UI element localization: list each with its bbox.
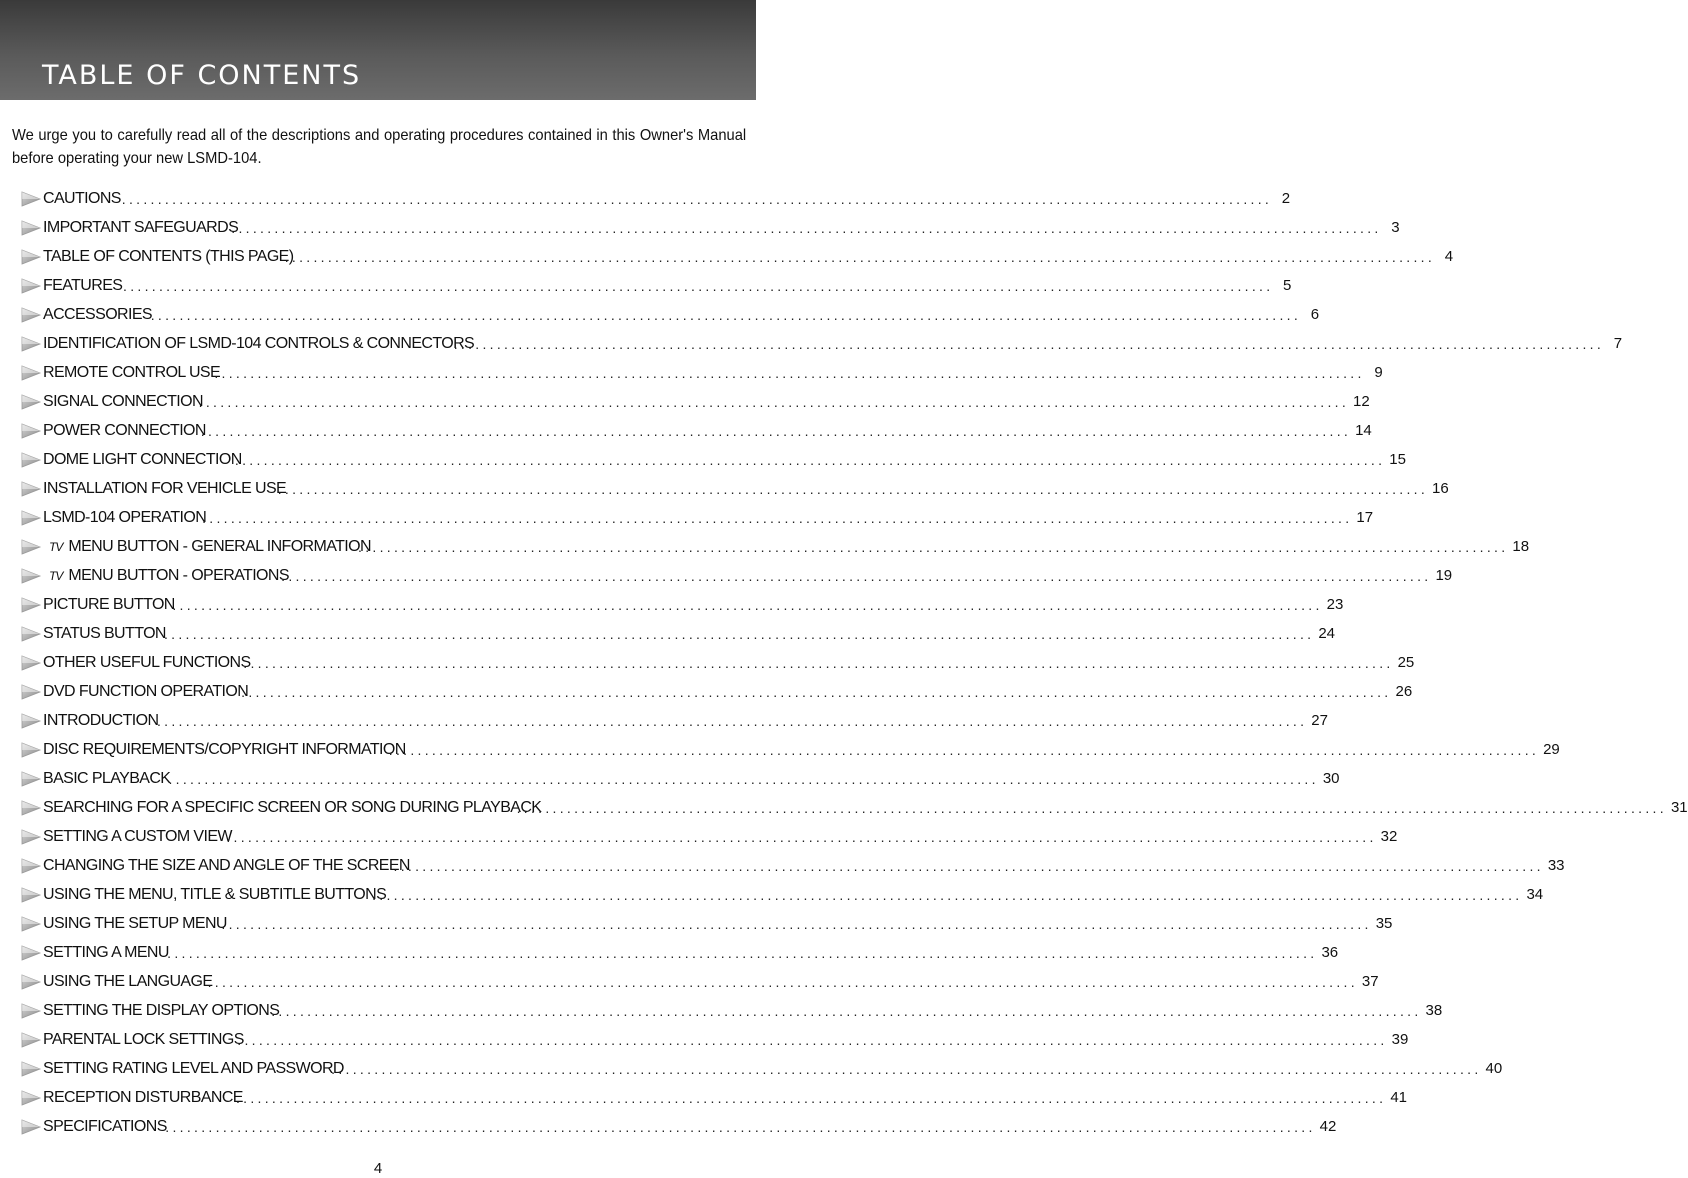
toc-entry-page: 19 xyxy=(1435,567,1453,584)
page-title: TABLE OF CONTENTS xyxy=(42,60,362,91)
dot-leader: ................................................................................................................................................................ xyxy=(358,538,1509,555)
toc-entry-label: SPECIFICATIONS xyxy=(43,1117,167,1135)
dot-leader: ................................................................................................................................................................ xyxy=(168,770,1319,787)
toc-entry[interactable] xyxy=(20,445,1406,474)
triangle-bullet-icon xyxy=(20,364,42,382)
toc-entry-page: 35 xyxy=(1375,915,1393,932)
dot-leader: ................................................................................................................................................................ xyxy=(226,828,1377,845)
triangle-bullet-icon xyxy=(20,915,42,933)
triangle-bullet-icon xyxy=(20,480,42,498)
toc-entry-page: 23 xyxy=(1326,596,1344,613)
triangle-bullet-icon xyxy=(20,335,42,353)
dot-leader: ................................................................................................................................................................ xyxy=(123,277,1274,294)
dot-leader: ................................................................................................................................................................ xyxy=(516,799,1667,816)
toc-entry-page: 41 xyxy=(1390,1089,1407,1106)
triangle-bullet-icon xyxy=(20,799,42,817)
toc-entry-label: USING THE LANGUAGE xyxy=(43,972,213,990)
toc-entry-label: PICTURE BUTTON xyxy=(43,595,175,613)
toc-entry-page: 12 xyxy=(1353,393,1370,410)
toc-entry-page: 3 xyxy=(1391,219,1400,236)
toc-entry-label: SETTING THE DISPLAY OPTIONS xyxy=(43,1001,280,1019)
toc-entry[interactable] xyxy=(20,764,1340,793)
triangle-bullet-icon xyxy=(20,219,42,237)
toc-entry[interactable] xyxy=(20,590,1344,619)
triangle-bullet-icon xyxy=(20,277,42,295)
triangle-bullet-icon xyxy=(20,190,42,208)
toc-entry[interactable] xyxy=(20,474,1449,503)
dot-leader: ................................................................................................................................................................ xyxy=(271,1002,1422,1019)
triangle-bullet-icon xyxy=(20,1031,42,1049)
dot-leader: ................................................................................................................................................................ xyxy=(453,335,1605,352)
triangle-bullet-icon xyxy=(20,1002,42,1020)
toc-entry-page: 7 xyxy=(1613,335,1623,352)
triangle-bullet-icon xyxy=(20,1118,42,1136)
toc-entry-page: 15 xyxy=(1389,451,1406,468)
toc-entry-page: 31 xyxy=(1670,799,1688,816)
toc-entry[interactable] xyxy=(20,851,1565,880)
toc-entry[interactable] xyxy=(20,503,1374,532)
toc-entry[interactable] xyxy=(20,416,1372,445)
toc-entry[interactable] xyxy=(20,358,1383,387)
toc-entry-page: 17 xyxy=(1356,509,1374,526)
dot-leader: ................................................................................................................................................................ xyxy=(281,567,1432,584)
dot-leader: ................................................................................................................................................................ xyxy=(221,915,1372,932)
toc-entry[interactable] xyxy=(20,300,1320,329)
toc-entry[interactable] xyxy=(20,387,1370,416)
dot-leader: ................................................................................................................................................................ xyxy=(121,190,1273,207)
toc-entry-label: MENU BUTTON - GENERAL INFORMATION xyxy=(68,537,371,555)
dot-leader: ................................................................................................................................................................ xyxy=(331,1060,1482,1077)
toc-entry-page: 2 xyxy=(1281,190,1291,207)
toc-entry-page: 26 xyxy=(1395,683,1413,700)
triangle-bullet-icon xyxy=(20,451,42,469)
toc-entry-label: USING THE SETUP MENU xyxy=(43,914,227,932)
toc-entry-label: DOME LIGHT CONNECTION xyxy=(43,450,242,468)
toc-entry-label: SEARCHING FOR A SPECIFIC SCREEN OR SONG DURING PLAYBACK xyxy=(43,798,542,816)
toc-entry[interactable] xyxy=(20,242,1454,271)
toc-entry[interactable] xyxy=(20,996,1443,1025)
toc-entry-label: SETTING RATING LEVEL AND PASSWORD xyxy=(43,1059,344,1077)
toc-entry-label: SETTING A CUSTOM VIEW xyxy=(43,827,232,845)
toc-entry-label: IDENTIFICATION OF LSMD-104 CONTROLS & CONNECTORS xyxy=(43,334,475,352)
toc-entry-page: 29 xyxy=(1543,741,1560,758)
toc-entry[interactable] xyxy=(20,909,1393,938)
toc-entry-page: 38 xyxy=(1425,1002,1443,1019)
toc-entry-label: CAUTIONS xyxy=(43,189,121,207)
triangle-bullet-icon xyxy=(20,625,42,643)
dot-leader: ................................................................................................................................................................ xyxy=(231,219,1382,236)
toc-entry-label: OTHER USEFUL FUNCTIONS xyxy=(43,653,251,671)
toc-entry-label: RECEPTION DISTURBANCE xyxy=(43,1088,243,1106)
toc-entry-page: 16 xyxy=(1432,480,1449,497)
toc-entry-page: 25 xyxy=(1397,654,1415,671)
toc-entry-label: BASIC PLAYBACK xyxy=(43,769,171,787)
dot-leader: ................................................................................................................................................................ xyxy=(214,364,1365,381)
triangle-bullet-icon xyxy=(20,828,42,846)
dot-leader: ................................................................................................................................................................ xyxy=(202,509,1353,526)
triangle-bullet-icon xyxy=(20,393,42,411)
toc-entry[interactable] xyxy=(20,1083,1407,1112)
toc-entry-label: POWER CONNECTION xyxy=(43,421,206,439)
toc-entry-page: 34 xyxy=(1526,886,1544,903)
toc-entry-page: 30 xyxy=(1322,770,1340,787)
toc-entry-label: STATUS BUTTON xyxy=(43,624,166,642)
toc-entry[interactable] xyxy=(20,822,1398,851)
intro-paragraph: We urge you to carefully read all of the descriptions and operating procedures contained in this Owner's Manual before operating your new LSMD-104. xyxy=(12,127,747,167)
toc-entry-label: INTRODUCTION xyxy=(43,711,159,729)
dot-leader: ................................................................................................................................................................ xyxy=(234,451,1386,468)
toc-entry-label: LSMD-104 OPERATION xyxy=(43,508,207,526)
triangle-bullet-icon xyxy=(20,596,42,614)
dot-leader: ................................................................................................................................................................ xyxy=(150,306,1302,323)
toc-entry-label: REMOTE CONTROL USE xyxy=(43,363,221,381)
toc-entry[interactable] xyxy=(20,561,1453,590)
toc-entry[interactable] xyxy=(20,1025,1409,1054)
toc-entry[interactable] xyxy=(20,1112,1337,1141)
toc-entry-label: IMPORTANT SAFEGUARDS xyxy=(43,218,239,236)
dot-leader: ................................................................................................................................................................ xyxy=(237,1031,1388,1048)
toc-entry-page: 18 xyxy=(1512,538,1530,555)
dot-leader: ................................................................................................................................................................ xyxy=(207,973,1358,990)
toc-entry-page: 36 xyxy=(1321,944,1339,961)
dot-leader: ................................................................................................................................................................ xyxy=(243,654,1394,671)
toc-entry-label: USING THE MENU, TITLE & SUBTITLE BUTTONS xyxy=(43,885,387,903)
toc-entry-page: 9 xyxy=(1374,364,1383,381)
triangle-bullet-icon xyxy=(20,741,42,759)
dot-leader: ................................................................................................................................................................ xyxy=(393,857,1544,874)
toc-entry-label: DVD FUNCTION OPERATION xyxy=(43,682,249,700)
toc-entry-label: ACCESSORIES xyxy=(43,305,152,323)
triangle-bullet-icon xyxy=(20,683,42,701)
toc-entry-page: 14 xyxy=(1355,422,1372,439)
toc-entry-label: INSTALLATION FOR VEHICLE USE xyxy=(43,479,287,497)
toc-entry-page: 39 xyxy=(1391,1031,1409,1048)
dot-leader: ................................................................................................................................................................ xyxy=(156,712,1308,729)
toc-entry-label: SIGNAL CONNECTION xyxy=(43,392,203,410)
triangle-bullet-icon xyxy=(20,567,42,585)
toc-entry[interactable] xyxy=(20,938,1339,967)
toc-entry-page: 6 xyxy=(1310,306,1320,323)
toc-entry[interactable] xyxy=(20,677,1413,706)
dot-leader: ................................................................................................................................................................ xyxy=(388,741,1540,758)
toc-entry[interactable] xyxy=(20,967,1379,996)
toc-entry[interactable] xyxy=(20,1054,1503,1083)
toc-entry[interactable] xyxy=(20,271,1292,300)
toc-entry[interactable] xyxy=(20,619,1336,648)
triangle-bullet-icon xyxy=(20,1060,42,1078)
toc-entry[interactable] xyxy=(20,735,1560,764)
dot-leader: ................................................................................................................................................................ xyxy=(198,393,1350,410)
toc-entry-page: 33 xyxy=(1547,857,1565,874)
dot-leader: ................................................................................................................................................................ xyxy=(284,248,1436,265)
toc-entry-page: 37 xyxy=(1361,973,1379,990)
toc-entry-label: TABLE OF CONTENTS (THIS PAGE) xyxy=(43,247,294,265)
toc-entry[interactable] xyxy=(20,184,1291,213)
toc-entry-page: 24 xyxy=(1318,625,1336,642)
toc-entry[interactable] xyxy=(20,880,1544,909)
toc-entry-page: 4 xyxy=(1444,248,1454,265)
triangle-bullet-icon xyxy=(20,1089,42,1107)
triangle-bullet-icon xyxy=(20,973,42,991)
toc-entry-page: 27 xyxy=(1311,712,1328,729)
triangle-bullet-icon xyxy=(20,770,42,788)
header-banner xyxy=(0,0,756,100)
triangle-bullet-icon xyxy=(20,248,42,266)
dot-leader: ................................................................................................................................................................ xyxy=(163,625,1315,642)
triangle-bullet-icon xyxy=(20,538,42,556)
page-number: 4 xyxy=(373,1160,383,1177)
triangle-bullet-icon xyxy=(20,422,42,440)
dot-leader: ................................................................................................................................................................ xyxy=(241,683,1392,700)
tv-label: TV xyxy=(49,568,63,583)
toc-entry-label: DISC REQUIREMENTS/COPYRIGHT INFORMATION xyxy=(43,740,406,758)
toc-entry[interactable] xyxy=(20,213,1400,242)
triangle-bullet-icon xyxy=(20,306,42,324)
triangle-bullet-icon xyxy=(20,509,42,527)
toc-entry-label: MENU BUTTON - OPERATIONS xyxy=(68,566,289,584)
toc-entry[interactable] xyxy=(20,648,1415,677)
toc-entry[interactable] xyxy=(20,793,1688,822)
triangle-bullet-icon xyxy=(20,654,42,672)
dot-leader: ................................................................................................................................................................ xyxy=(172,596,1323,613)
tv-label: TV xyxy=(49,539,63,554)
dot-leader: ................................................................................................................................................................ xyxy=(167,944,1318,961)
toc-entry-label: PARENTAL LOCK SETTINGS xyxy=(43,1030,244,1048)
dot-leader: ................................................................................................................................................................ xyxy=(165,1118,1316,1135)
dot-leader: ................................................................................................................................................................ xyxy=(277,480,1429,497)
toc-entry-label: CHANGING THE SIZE AND ANGLE OF THE SCREEN xyxy=(43,856,410,874)
toc-entry[interactable] xyxy=(20,706,1328,735)
toc-entry[interactable] xyxy=(20,532,1530,561)
toc-entry-label: FEATURES xyxy=(43,276,123,294)
toc-list xyxy=(20,184,1688,1141)
dot-leader: ................................................................................................................................................................ xyxy=(200,422,1352,439)
toc-entry-label: SETTING A MENU xyxy=(43,943,169,961)
triangle-bullet-icon xyxy=(20,712,42,730)
triangle-bullet-icon xyxy=(20,857,42,875)
toc-entry-page: 42 xyxy=(1319,1118,1337,1135)
toc-entry-page: 40 xyxy=(1485,1060,1503,1077)
triangle-bullet-icon xyxy=(20,886,42,904)
toc-entry-page: 5 xyxy=(1283,277,1292,294)
toc-entry-page: 32 xyxy=(1380,828,1398,845)
dot-leader: ................................................................................................................................................................ xyxy=(372,886,1523,903)
dot-leader: ................................................................................................................................................................ xyxy=(235,1089,1387,1106)
triangle-bullet-icon xyxy=(20,944,42,962)
toc-entry[interactable] xyxy=(20,329,1623,358)
